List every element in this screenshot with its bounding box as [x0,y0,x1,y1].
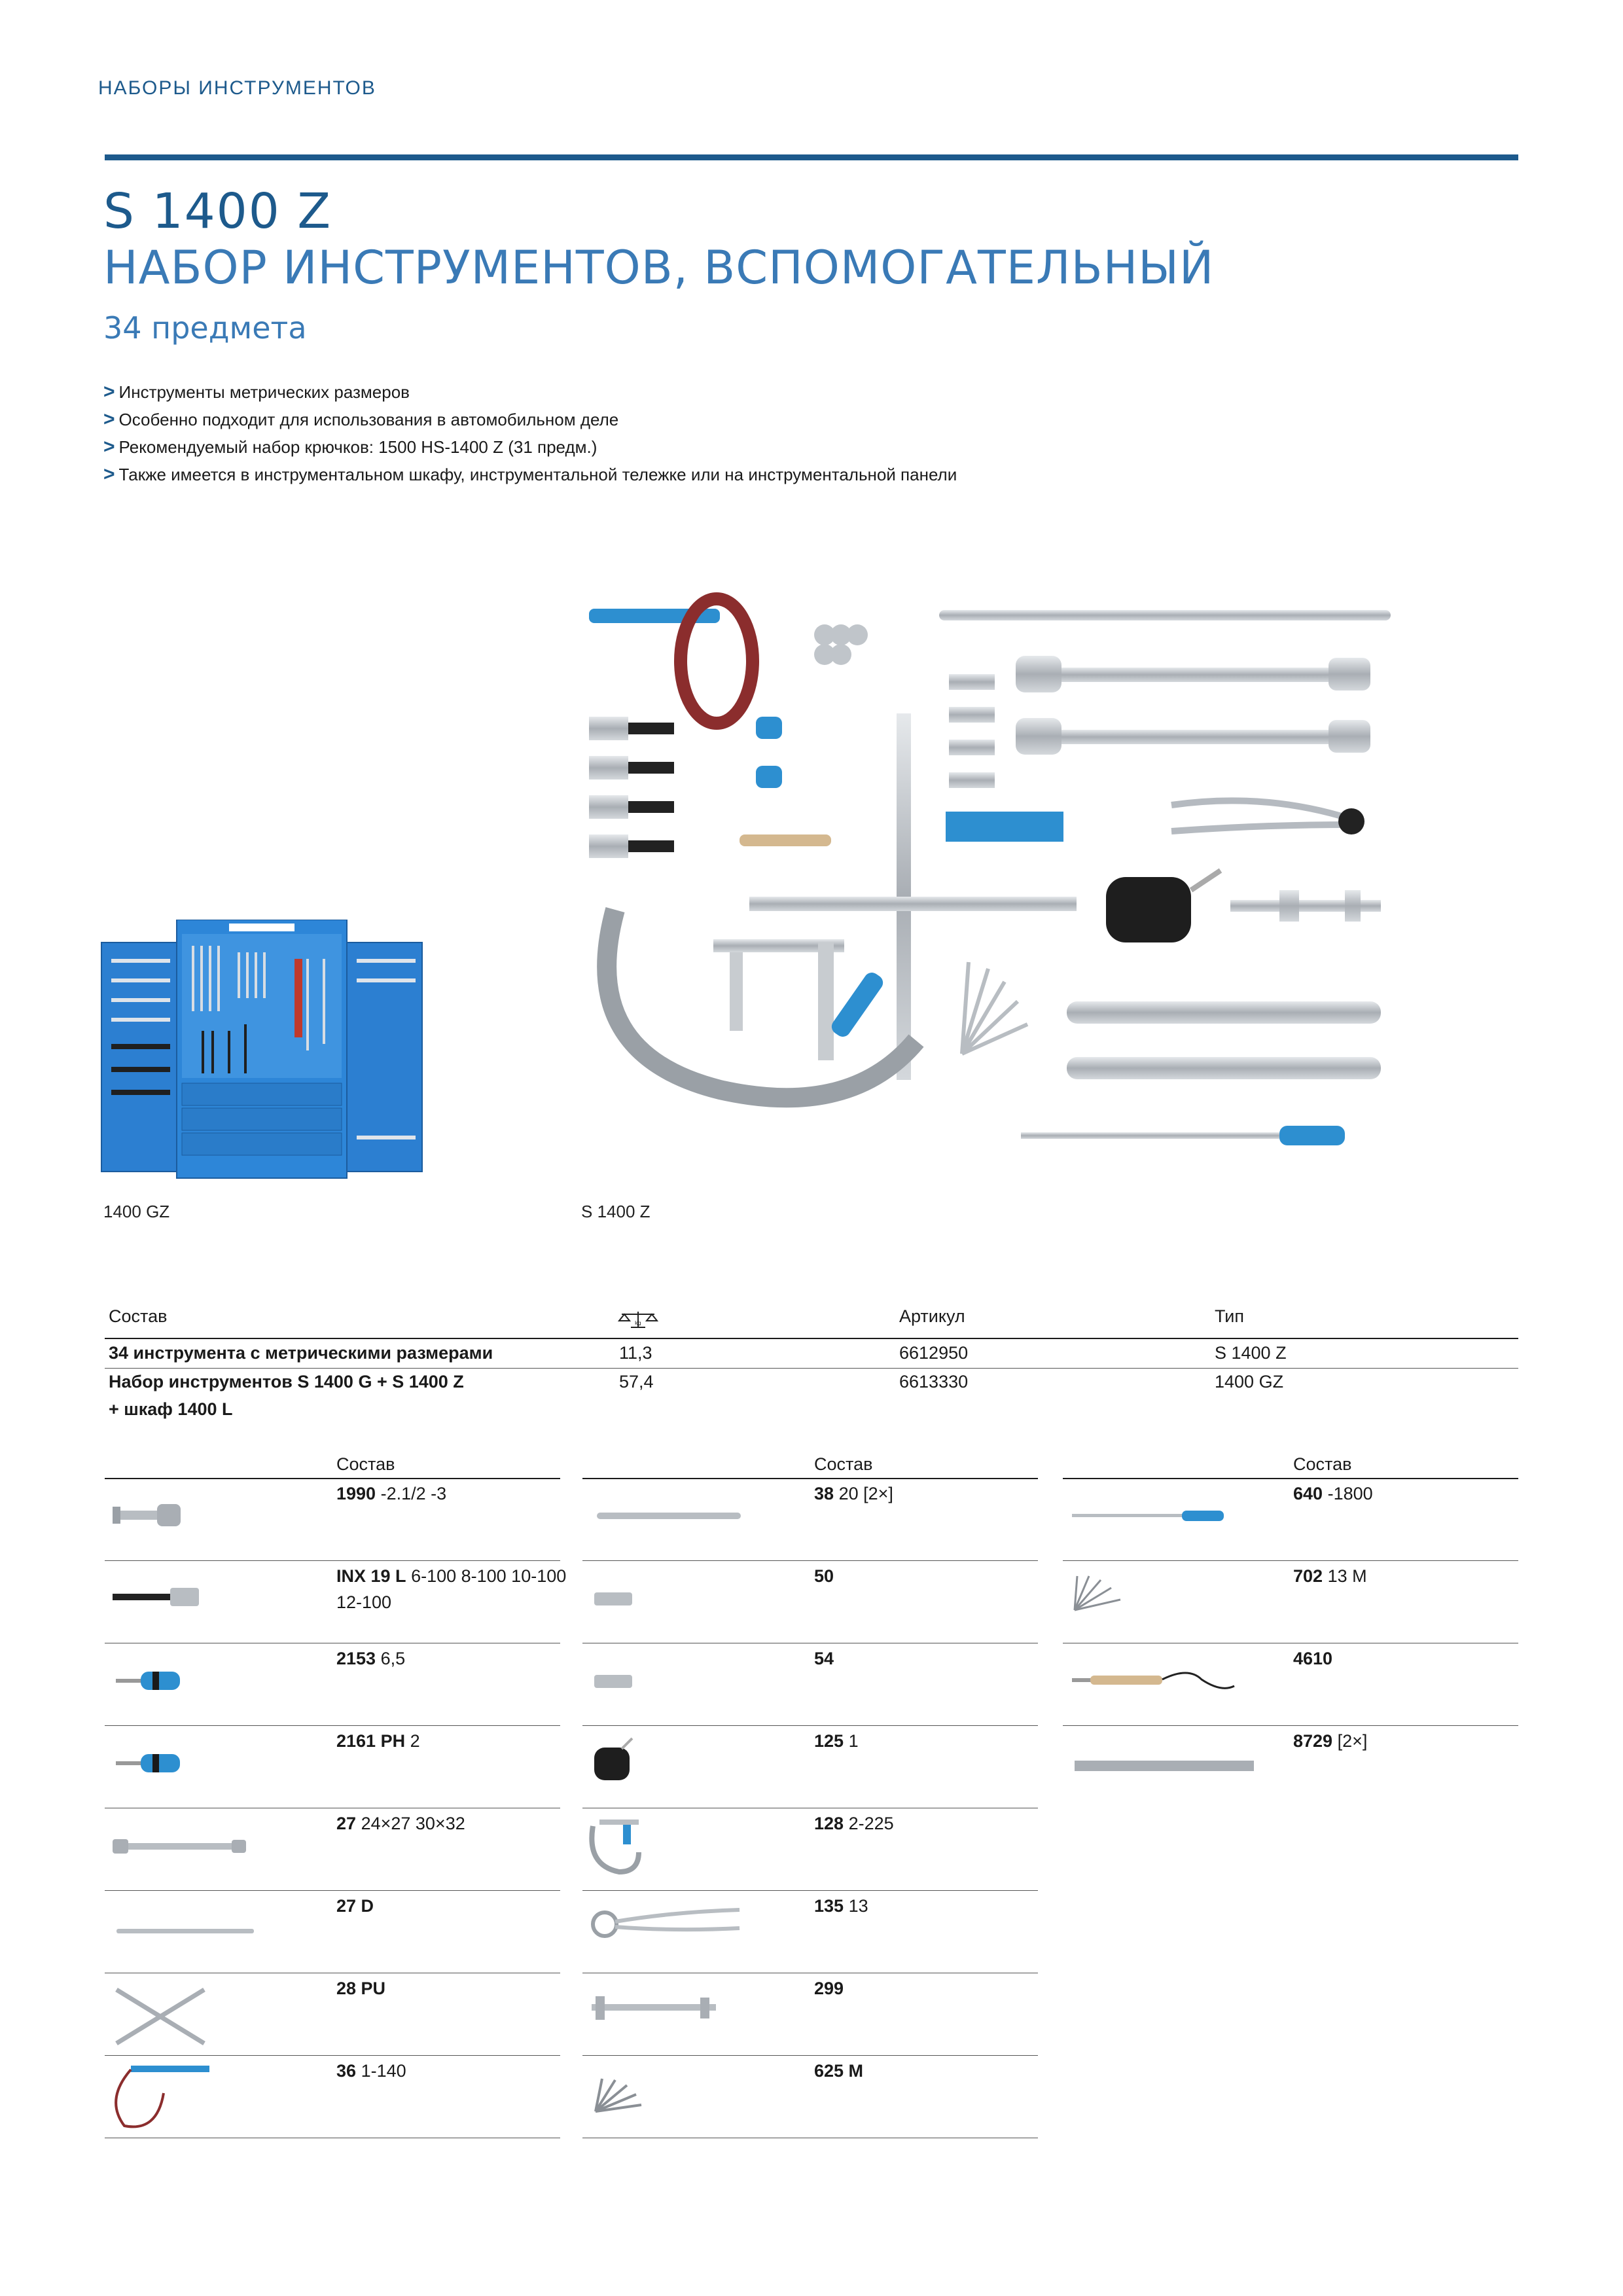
components-header: Состав [336,1454,395,1474]
item-code: 4610 [1293,1649,1333,1668]
th-composition: Состав [109,1306,168,1326]
item-spec: 13 M [1327,1566,1367,1586]
item-code: 28 PU [336,1979,386,1998]
item-code: 2161 PH [336,1731,406,1751]
cross-wrench-icon [111,1983,209,2049]
item-spec: 1-140 [361,2061,406,2081]
item-code: 54 [814,1649,834,1668]
screwdriver-icon [115,1668,187,1694]
lever-bar-icon [1073,1758,1257,1774]
item-spec: -1800 [1327,1484,1373,1503]
item-code: 27 [336,1814,357,1833]
feature-item: > Особенно подходит для использования в автомобильном деле [103,408,619,430]
weight-icon [618,1310,658,1330]
item-spec: 2-225 [848,1814,894,1833]
item-code: 38 [814,1484,834,1503]
feeler-fan-icon [1068,1571,1127,1617]
feature-list [103,378,957,488]
item-code: 8729 [1293,1731,1333,1751]
arrow-icon: > [103,463,115,485]
arrow-icon: > [103,436,115,457]
item-code: 640 [1293,1484,1323,1503]
feature-item: > Инструменты метрических размеров [103,381,410,403]
table-rule [105,1338,1518,1339]
item-spec: -2.1/2 -3 [380,1484,447,1503]
ring-compressor-icon [589,1734,635,1793]
th-article: Артикул [899,1306,965,1326]
svg-text:kg: kg [635,1320,641,1326]
item-spec: 6,5 [380,1649,406,1668]
components-rule [1063,1478,1518,1479]
cabinet-caption: 1400 GZ [103,1202,170,1221]
cell-composition: 34 инструмента с метрическими размерами [109,1343,493,1363]
item-spec: 6-100 8-100 10-100 [411,1566,567,1586]
cell-article: 6612950 [899,1343,969,1363]
item-spec: 13 [848,1896,868,1916]
item-code: 702 [1293,1566,1323,1586]
torx-bit-icon [111,1584,203,1610]
tubular-wrench-icon [111,1837,249,1856]
components-header: Состав [814,1454,873,1474]
strap-wrench-icon [105,2060,216,2132]
cell-article: 6613330 [899,1372,969,1391]
page-title: НАБОР ИНСТРУМЕНТОВ, ВСПОМОГАТЕЛЬНЫЙ [103,241,1215,295]
pliers-icon [589,1902,746,1948]
item-spec: 24×27 30×32 [361,1814,465,1833]
item-code: 125 [814,1731,844,1751]
item-code: 27 D [336,1896,374,1916]
cabinet-image [98,920,425,1181]
cell-composition: Набор инструментов S 1400 G + S 1400 Z [109,1372,464,1391]
box-wrench-icon [111,1499,183,1532]
item-spec-line2: 12-100 [336,1592,392,1612]
model-number: S 1400 Z [103,183,332,240]
item-code: INX 19 L [336,1566,406,1586]
components-header: Состав [1293,1454,1352,1474]
item-spec: 1 [848,1731,859,1751]
item-code: 2153 [336,1649,376,1668]
item-code: 299 [814,1979,844,1998]
arrow-icon: > [103,381,115,403]
spark-plug-wrench-icon [589,1990,720,2026]
section-label: НАБОРЫ ИНСТРУМЕНТОВ [98,77,376,99]
cell-type: S 1400 Z [1215,1343,1287,1363]
cell-type: 1400 GZ [1215,1372,1284,1391]
tyre-lever-icon [596,1509,742,1522]
item-spec: 2 [410,1731,420,1751]
cell-weight: 57,4 [619,1372,654,1391]
cell-composition-line2: + шкаф 1400 L [109,1399,233,1419]
row-divider [105,1368,1518,1369]
socket-icon [593,1590,635,1607]
screwdriver-icon [115,1750,187,1776]
cell-weight: 11,3 [619,1343,652,1363]
filter-wrench-icon [586,1813,645,1878]
item-code: 50 [814,1566,834,1586]
top-rule [105,154,1518,160]
set-caption: S 1400 Z [581,1202,651,1221]
tool-set-image [576,583,1400,1172]
item-code: 128 [814,1814,844,1833]
arrow-icon: > [103,408,115,430]
th-type: Тип [1215,1306,1245,1326]
socket-icon [593,1673,635,1690]
screwdriver-long-icon [1071,1508,1228,1524]
tommy-bar-icon [115,1927,255,1936]
feature-item: > Также имеется в инструментальном шкафу, инструментальной тележке или на инструментальной панели [103,463,957,485]
feature-item: > Рекомендуемый набор крючков: 1500 HS-1400 Z (31 предм.) [103,436,597,457]
item-spec: [2×] [1337,1731,1368,1751]
item-code: 135 [814,1896,844,1916]
components-rule [105,1478,560,1479]
test-lamp-icon [1071,1666,1241,1699]
components-rule [582,1478,1038,1479]
item-count: 34 предмета [103,310,307,346]
item-spec: 20 [2×] [838,1484,893,1503]
item-code: 36 [336,2061,357,2081]
item-code: 625 M [814,2061,864,2081]
item-code: 1990 [336,1484,376,1503]
feeler-gauge-icon [589,2072,648,2118]
